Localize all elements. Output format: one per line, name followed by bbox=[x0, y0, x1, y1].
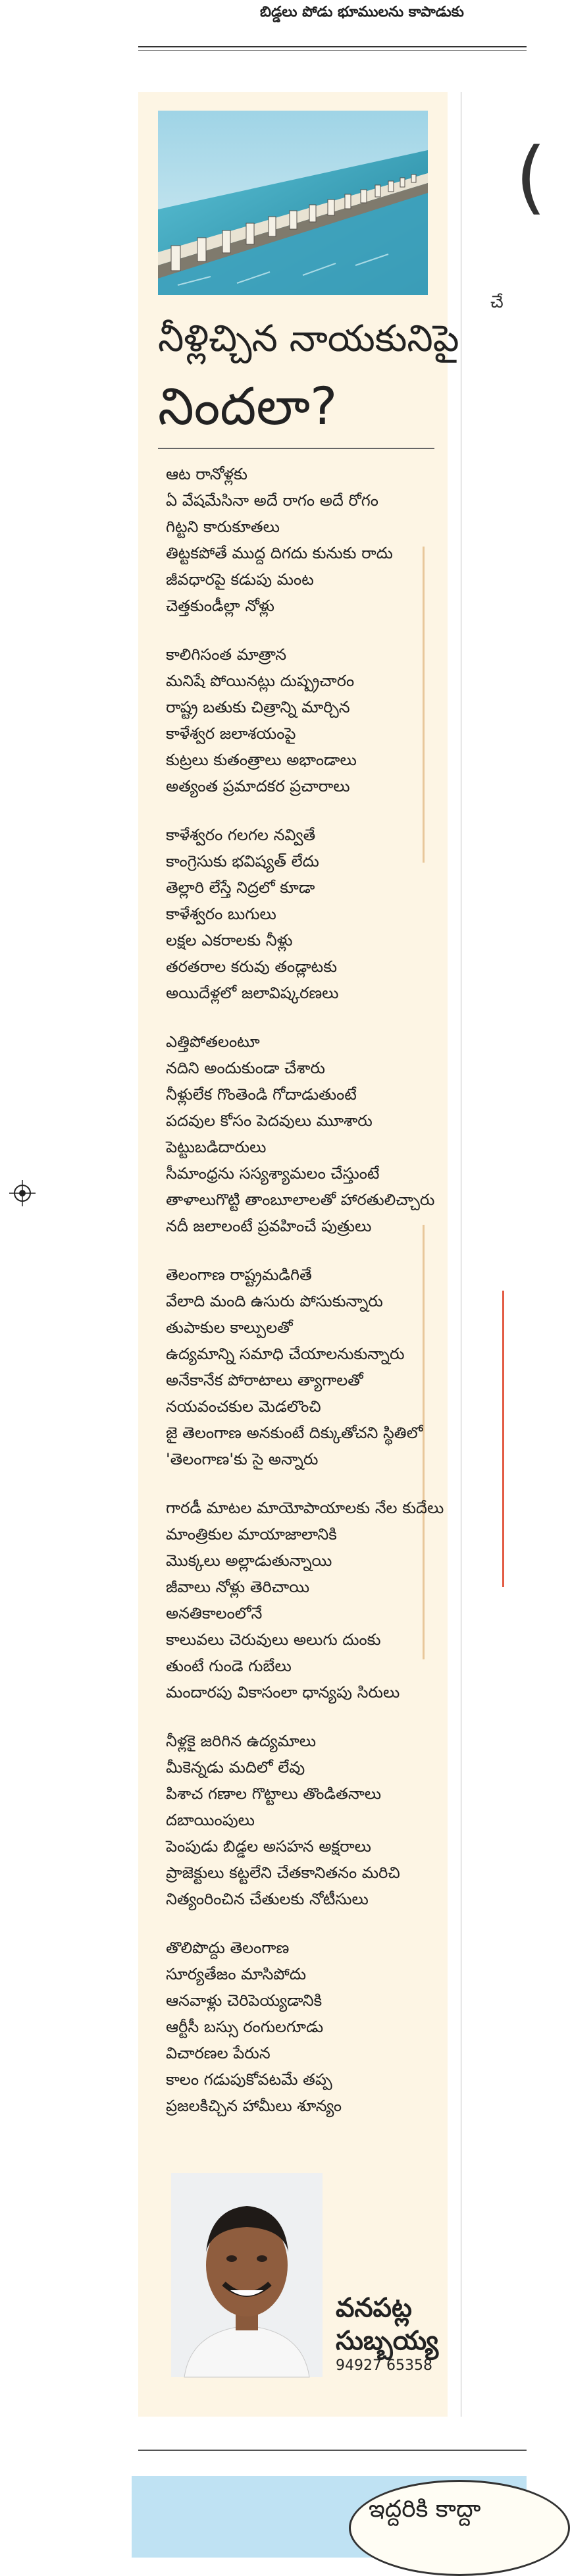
poem-stanza bbox=[166, 461, 446, 619]
poem-line: తుపాకుల కాల్పులతో bbox=[166, 1318, 293, 1337]
author-name-line: సుబ్బయ్య bbox=[336, 2326, 439, 2356]
poem-line: కాళేశ్వరం బుగులు bbox=[166, 905, 276, 923]
adjacent-headline-glyph: ( bbox=[515, 132, 546, 223]
poem-line: తిట్టకపోతే ముద్ద దిగదు కునుకు రాదు bbox=[166, 544, 393, 562]
author-name bbox=[336, 2292, 438, 2357]
poem-stanza bbox=[166, 1029, 446, 1239]
poem-line: కాలం గడుపుకోవటమే తప్ప bbox=[166, 2070, 332, 2089]
poem-line: నదిని అందుకుండా చేశారు bbox=[166, 1059, 325, 1077]
poem-line: నిత్యంరించిన చేతులకు నోటీసులు bbox=[166, 1890, 369, 1908]
poem-line: తుంటే గుండె గుబేలు bbox=[166, 1657, 292, 1675]
poem-line: మీకెన్నడు మదిలో లేవు bbox=[166, 1758, 305, 1777]
title-rule bbox=[158, 448, 434, 449]
adjacent-subhead: చే bbox=[490, 292, 504, 312]
adjacent-article-partial bbox=[464, 92, 546, 2397]
poem-line: నీళ్లులేక గొంతెండి గోదాడుతుంటే bbox=[166, 1085, 357, 1104]
top-rule bbox=[138, 46, 527, 47]
poem-line: అనతికాలంలోనే bbox=[166, 1604, 263, 1623]
poem-line: సూర్యతేజం మాసిపోదు bbox=[166, 1965, 306, 1983]
cartoon-strip bbox=[132, 2476, 527, 2558]
dam-photo bbox=[158, 111, 428, 295]
registration-mark-icon bbox=[9, 1180, 36, 1206]
page-top-strip bbox=[0, 0, 527, 53]
poem-line: జీవధారపై కడుపు మంట bbox=[166, 570, 314, 589]
poem-line: వేలాది మంది ఉసురు పోసుకున్నారు bbox=[166, 1292, 383, 1310]
poem-line: దబాయింపులు bbox=[166, 1811, 255, 1829]
poem-line: జీవాలు నోళ్లు తెరిచాయి bbox=[166, 1578, 310, 1596]
poem-line: తొలిపొద్దు తెలంగాణ bbox=[166, 1939, 290, 1957]
poem-stanza bbox=[166, 1728, 446, 1912]
poem-line: మందారపు వికాసంలా ధాన్యపు సిరులు bbox=[166, 1683, 400, 1702]
poem-line: అత్యంత ప్రమాదకర ప్రచారాలు bbox=[166, 777, 350, 795]
poem-stanza bbox=[166, 641, 446, 799]
top-rule-thin bbox=[138, 50, 527, 51]
poem-line: తరతరాల కరువు తండ్లాటకు bbox=[166, 957, 338, 976]
poem-line: ఆర్టీసీ బస్సు రంగులగూడు bbox=[166, 2018, 324, 2036]
poem-line: కాళేశ్వర జలాశయంపై bbox=[166, 724, 296, 743]
poem-line: పదవుల కోసం పెదవులు మూశారు bbox=[166, 1112, 373, 1130]
poem-line: అనేకానేక పోరాటాలు త్యాగాలతో bbox=[166, 1371, 363, 1389]
poem-line: కాలువలు చెరువులు అలుగు దుంకు bbox=[166, 1630, 381, 1649]
poem-line: కాలిగిసంత మాత్రాన bbox=[166, 645, 287, 664]
poem-stanza bbox=[166, 822, 446, 1006]
speech-bubble-text: ఇద్దరికి కాద్దా bbox=[369, 2496, 481, 2523]
poem-line: సీమాంధ్రను సస్యశ్యామలం చేస్తుంటే bbox=[166, 1164, 380, 1183]
poem-line: గిట్టని కారుకూతలు bbox=[166, 518, 280, 536]
poem-line: తెలంగాణ రాష్ట్రమడిగితే bbox=[166, 1266, 312, 1284]
poem-line: అయిదేళ్లలో జలావిష్కరణలు bbox=[166, 984, 339, 1002]
poem-line: కుట్రలు కుతంత్రాలు అభాండాలు bbox=[166, 751, 357, 769]
poem-line: మొక్కలు అల్లాడుతున్నాయి bbox=[166, 1551, 332, 1570]
poem-line: రాష్ట్ర బతుకు చిత్రాన్ని మార్చిన bbox=[166, 698, 350, 716]
poem-stanza bbox=[166, 1495, 446, 1705]
poem-line: ఏ వేషమేసినా అదే రాగం అదే రోగం bbox=[166, 491, 378, 510]
poem-line: మాంత్రికుల మాయాజాలానికి bbox=[166, 1525, 337, 1543]
poem-line: విచారణల పేరున bbox=[166, 2044, 271, 2062]
adjacent-accent-line bbox=[502, 1291, 504, 1587]
poem-line: 'తెలంగాణ'కు సై అన్నారు bbox=[166, 1450, 319, 1468]
poem-line: తాళాలుగొట్టి తాంబూలాలతో హారతులిచ్చారు bbox=[166, 1191, 435, 1209]
poem-stanza bbox=[166, 1935, 446, 2119]
article-title: నీళ్లిచ్చిన నాయకునిపై bbox=[158, 317, 459, 360]
poem-stanza bbox=[166, 1262, 446, 1472]
author-phone: 94927 65358 bbox=[336, 2357, 432, 2374]
poem-line: ఉద్యమాన్ని సమాధి చేయాలనుకున్నారు bbox=[166, 1345, 405, 1363]
poem-line: నీళ్లకై జరిగిన ఉద్యమాలు bbox=[166, 1732, 317, 1750]
poem-line: పెంపుడు బిడ్డల అసహన అక్షరాలు bbox=[166, 1837, 371, 1856]
poem-line: నయవంచకుల మెడలొంచి bbox=[166, 1397, 321, 1416]
poem-line: గారడీ మాటల మాయోపాయాలకు నేల కుదేలు bbox=[166, 1499, 444, 1517]
poem-line: తెల్లారి లేస్తే నిద్రలో కూడా bbox=[166, 878, 315, 897]
bottom-separator bbox=[138, 2450, 527, 2451]
poem-line: ఆట రానోళ్లకు bbox=[166, 465, 247, 483]
poem-line: లక్షల ఎకరాలకు నీళ్లు bbox=[166, 931, 293, 950]
poem-line: ప్రాజెక్టులు కట్టలేని చేతకానితనం మరిచి bbox=[166, 1864, 400, 1882]
poem-line: ప్రజలకిచ్చిన హామీలు శూన్యం bbox=[166, 2097, 342, 2115]
article-title-emphasis: నిందలా? bbox=[158, 377, 338, 437]
poem-line: కాళేశ్వరం గలగల నవ్వితే bbox=[166, 826, 316, 844]
poem-line: పిశాచ గణాల గొట్టాలు తొండితనాలు bbox=[166, 1784, 382, 1803]
author-name-line: వనపట్ల bbox=[336, 2293, 412, 2323]
poem-line: నదీ జలాలంటే ప్రవహించే పుత్రులు bbox=[166, 1217, 372, 1235]
poem-body bbox=[166, 461, 446, 2141]
headline-tail: బిడ్డలు పోడు భూములను కాపాడుకు bbox=[260, 4, 464, 20]
poem-line: చెత్తకుండీల్లా నోళ్లు bbox=[166, 597, 274, 615]
author-photo bbox=[171, 2173, 323, 2377]
poem-line: కాంగ్రెసుకు భవిష్యత్ లేదు bbox=[166, 852, 319, 871]
poem-column bbox=[138, 92, 459, 2417]
poem-line: పెట్టుబడిదారులు bbox=[166, 1138, 267, 1156]
poem-line: ఆనవాళ్లు చెరిపెయ్యడానికి bbox=[166, 1991, 323, 2010]
poem-line: మనిషే పోయినట్లు దుష్ప్రచారం bbox=[166, 672, 355, 690]
poem-line: జై తెలంగాణ అనకుంటే దిక్కుతోచని స్థితిలో bbox=[166, 1424, 423, 1442]
poem-line: ఎత్తిపోతలంటూ bbox=[166, 1033, 260, 1051]
